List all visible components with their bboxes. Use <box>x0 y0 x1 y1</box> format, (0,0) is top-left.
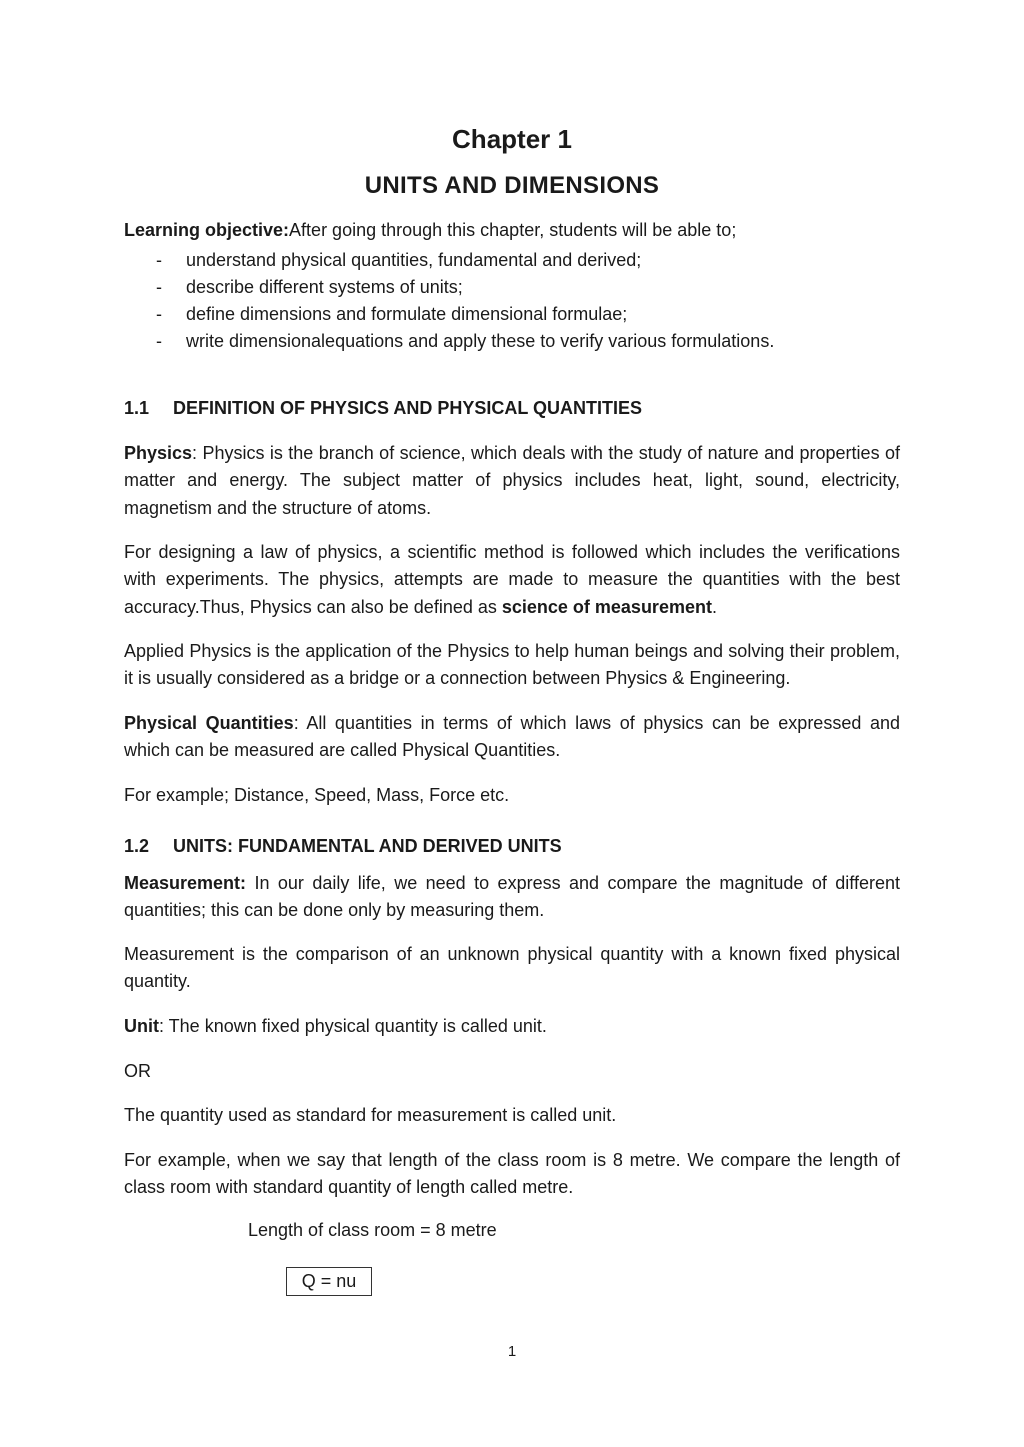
objectives-list <box>124 247 774 355</box>
section-heading-1-1 <box>124 398 642 419</box>
learning-objective-label: Learning objective: <box>124 220 290 240</box>
list-item <box>124 328 774 355</box>
bullet-dash: - <box>156 277 162 297</box>
scientific-method-paragraph <box>124 539 900 621</box>
measurement-comparison-paragraph: Measurement is the comparison of an unknown physical quantity with a known fixed physical quantity. <box>124 944 900 992</box>
learning-objective <box>124 220 904 241</box>
physics-definition <box>124 440 900 522</box>
list-item <box>124 274 774 301</box>
list-item-text: understand physical quantities, fundamental and derived; <box>186 250 642 270</box>
list-item-text: define dimensions and formulate dimensional formulae; <box>186 304 628 324</box>
or-text: OR <box>124 1061 151 1081</box>
boxed-formula: Q = nu <box>286 1267 372 1296</box>
length-formula: Length of class room = 8 metre <box>248 1220 497 1240</box>
section-number: 1.1 <box>124 398 150 418</box>
measurement-label: Measurement: <box>124 873 247 893</box>
bullet-dash: - <box>156 331 162 351</box>
measurement-text: In our daily life, we need to express and compare the magnitude of different quantities; this can be done only by measuring them. <box>124 873 900 921</box>
physical-quantities-text: : All quantities in terms of which laws of physics can be expressed and which can be measured are called Physical Quantities. <box>124 713 900 761</box>
unit-example-paragraph: For example, when we say that length of the class room is 8 metre. We compare the length of class room with standard quantity of length called metre. <box>124 1150 900 1198</box>
section-number: 1.2 <box>124 836 150 856</box>
bullet-dash: - <box>156 304 162 324</box>
applied-physics-paragraph: Applied Physics is the application of the Physics to help human beings and solving their problem, it is usually considered as a bridge or a connection between Physics & Engineering. <box>124 641 900 689</box>
science-of-measurement: science of measurement <box>501 596 712 617</box>
physics-text: : Physics is the branch of science, which deals with the study of nature and properties of matter and energy. The subject matter of physics includes heat, light, sound, electricity, magnetism and the structure of atoms. <box>124 443 900 518</box>
physics-label: Physics <box>124 443 193 463</box>
measurement-definition <box>124 870 900 925</box>
learning-objective-text: After going through this chapter, students will be able to; <box>289 220 737 240</box>
physical-quantities-label: Physical Quantities <box>124 713 294 733</box>
unit-definition <box>124 1013 900 1040</box>
unit-standard-paragraph: The quantity used as standard for measurement is called unit. <box>124 1105 617 1125</box>
list-item <box>124 247 774 274</box>
unit-label: Unit <box>124 1016 159 1036</box>
section-heading-1-2 <box>124 836 562 857</box>
chapter-label: Chapter 1 <box>452 124 572 154</box>
unit-text: : The known fixed physical quantity is called unit. <box>159 1016 547 1036</box>
section-title: UNITS: FUNDAMENTAL AND DERIVED UNITS <box>173 836 562 856</box>
paragraph-text: For designing a law of physics, a scientific method is followed which includes the verifications with experiments. The physics, attempts are made to measure the quantities with the best accuracy.Thus, Physics can also be defined as <box>124 542 900 617</box>
page-number: 1 <box>507 1343 517 1360</box>
chapter-title: UNITS AND DIMENSIONS <box>364 172 660 199</box>
section-title: DEFINITION OF PHYSICS AND PHYSICAL QUANTITIES <box>173 398 643 418</box>
list-item-text: write dimensionalequations and apply these to verify various formulations. <box>186 331 775 351</box>
paragraph-end: . <box>711 596 717 617</box>
example-paragraph: For example; Distance, Speed, Mass, Force etc. <box>124 785 510 805</box>
list-item-text: describe different systems of units; <box>186 277 463 297</box>
list-item <box>124 301 774 328</box>
physical-quantities-definition <box>124 710 900 765</box>
bullet-dash: - <box>156 250 162 270</box>
